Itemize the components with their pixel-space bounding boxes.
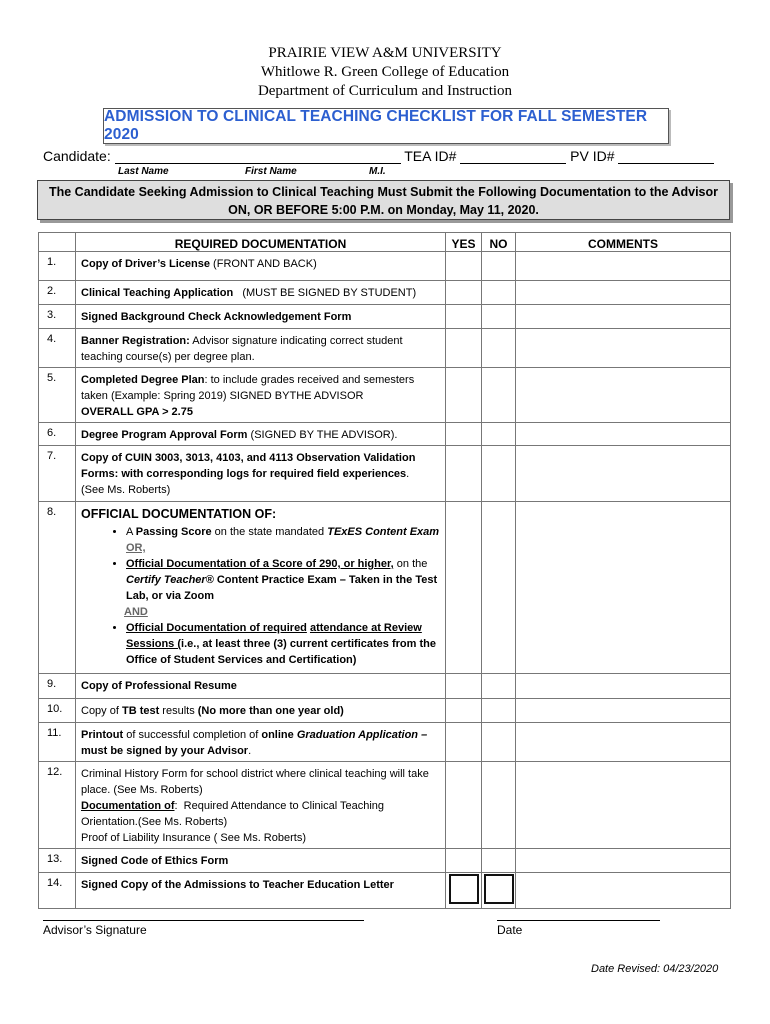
row-text: Graduation Application – [296, 729, 428, 741]
university-name: PRAIRIE VIEW A&M UNIVERSITY [268, 45, 502, 61]
row-description [76, 423, 446, 446]
table-row [39, 674, 731, 699]
comments-cell[interactable] [516, 281, 731, 305]
row-description [76, 329, 446, 368]
row-description [76, 762, 446, 849]
list-item [126, 556, 441, 604]
row-description [76, 305, 446, 329]
official-documentation-list [81, 556, 441, 604]
no-cell[interactable] [482, 423, 516, 446]
row-text: Documentation of [81, 800, 175, 812]
row-number: 1. [39, 252, 76, 281]
department-name: Department of Curriculum and Instruction [257, 83, 513, 99]
row-text: Degree Program Approval Form [81, 429, 248, 441]
yes-checkbox[interactable] [449, 874, 479, 904]
requirements-table [38, 232, 731, 909]
row-description [76, 723, 446, 762]
no-cell[interactable] [482, 329, 516, 368]
first-name-label: First Name [245, 166, 297, 177]
yes-cell[interactable] [446, 723, 482, 762]
row-number: 13. [39, 849, 76, 873]
row-text: . [406, 468, 410, 480]
no-cell[interactable] [482, 699, 516, 723]
table-row [39, 368, 731, 423]
row-number: 14. [39, 873, 76, 909]
row-text: Signed Background Check Acknowledgement Form [81, 311, 352, 323]
no-cell[interactable] [482, 305, 516, 329]
row-description [76, 446, 446, 502]
pv-id-label: PV ID# [570, 148, 615, 164]
row-text: must be signed by your Advisor [81, 745, 249, 757]
row-number: 10. [39, 699, 76, 723]
row-text: Banner Registration: [81, 335, 190, 347]
row-number: 9. [39, 674, 76, 699]
university-header [0, 44, 770, 101]
row-text: (No more than one year old) [197, 705, 344, 717]
or-connector: OR, [126, 542, 146, 554]
no-cell[interactable] [482, 446, 516, 502]
row-description [76, 252, 446, 281]
row-text: TB test [121, 705, 160, 717]
row-text: Copy of CUIN 3003, 3013, 4103, and 4113 Observation Validation Forms: with corresponding logs for required field experiences [81, 452, 416, 480]
date-revised: Date Revised: 04/23/2020 [591, 963, 719, 975]
comments-cell[interactable] [516, 723, 731, 762]
row-text: Completed Degree Plan [81, 374, 205, 386]
row-text: i.e., at least three (3) current certificates from the Office of Student Services and Certification) [126, 638, 436, 666]
row-description [76, 502, 446, 674]
row-description [76, 873, 446, 909]
row-text: Signed Code of Ethics Form [81, 855, 229, 867]
mi-label: M.I. [369, 166, 386, 177]
date-label: Date [497, 923, 523, 937]
row-text: : to include grades received and semesters taken (Example: Spring 2019) SIGNED BYTHE ADVISOR [81, 374, 415, 402]
row-text: Clinical Teaching Application [81, 287, 234, 299]
table-row [39, 305, 731, 329]
yes-header: YES [446, 233, 482, 252]
and-connector: AND [124, 606, 148, 618]
official-documentation-heading: OFFICIAL DOCUMENTATION OF: [81, 507, 277, 521]
row-text: (MUST BE SIGNED BY STUDENT) [233, 287, 417, 299]
row-text: : Required Attendance to Clinical Teaching Orientation.(See Ms. Roberts) [81, 800, 388, 828]
row-number: 5. [39, 368, 76, 423]
no-cell[interactable] [482, 674, 516, 699]
pv-id-field[interactable] [618, 149, 714, 164]
yes-cell[interactable] [446, 873, 482, 909]
yes-cell[interactable] [446, 674, 482, 699]
row-number: 8. [39, 502, 76, 674]
row-description [76, 699, 446, 723]
no-cell[interactable] [482, 849, 516, 873]
no-cell[interactable] [482, 762, 516, 849]
comments-cell[interactable] [516, 762, 731, 849]
row-number: 6. [39, 423, 76, 446]
official-documentation-list [81, 524, 441, 540]
row-number: 4. [39, 329, 76, 368]
comments-cell[interactable] [516, 699, 731, 723]
banner-line-2: ON, OR BEFORE 5:00 P.M. on Monday, May 11, 2020. [228, 203, 539, 217]
table-header-row [39, 233, 731, 252]
candidate-line [43, 148, 714, 164]
comments-cell[interactable] [516, 849, 731, 873]
no-header: NO [482, 233, 516, 252]
table-row [39, 252, 731, 281]
candidate-label: Candidate: [43, 148, 111, 164]
advisor-signature-label: Advisor’s Signature [43, 923, 147, 937]
required-header: REQUIRED DOCUMENTATION [76, 233, 446, 252]
checklist-title-box [103, 108, 669, 144]
no-cell[interactable] [482, 368, 516, 423]
tea-id-label: TEA ID# [404, 148, 457, 164]
yes-cell[interactable] [446, 368, 482, 423]
comments-cell[interactable] [516, 502, 731, 674]
official-documentation-list [81, 620, 441, 668]
row-text: Copy of Professional Resume [81, 680, 237, 692]
comments-header: COMMENTS [516, 233, 731, 252]
yes-cell[interactable] [446, 329, 482, 368]
college-name: Whitlowe R. Green College of Education [260, 64, 510, 80]
candidate-name-field[interactable] [115, 149, 401, 164]
row-text: Official Documentation of a Score of 290, or higher, [126, 558, 394, 570]
yes-cell[interactable] [446, 423, 482, 446]
comments-cell[interactable] [516, 873, 731, 909]
row-number: 11. [39, 723, 76, 762]
row-text: attendance at Review Sessions ( [126, 622, 422, 650]
yes-cell[interactable] [446, 281, 482, 305]
yes-cell[interactable] [446, 762, 482, 849]
checklist-title: ADMISSION TO CLINICAL TEACHING CHECKLIST FOR FALL SEMESTER 2020 [104, 108, 648, 143]
list-item [126, 620, 441, 668]
row-number: 2. [39, 281, 76, 305]
row-text: of successful completion of [123, 729, 262, 741]
row-text: Passing Score [135, 526, 212, 538]
row-description [76, 849, 446, 873]
row-text: (SIGNED BY THE ADVISOR). [247, 429, 398, 441]
table-row [39, 502, 731, 674]
row-text: online [261, 729, 297, 741]
list-item [126, 524, 441, 540]
yes-cell[interactable] [446, 252, 482, 281]
row-text: Copy of Driver’s License [81, 258, 210, 270]
last-name-label: Last Name [118, 166, 169, 177]
comments-cell[interactable] [516, 368, 731, 423]
row-description [76, 368, 446, 423]
no-cell[interactable] [482, 723, 516, 762]
row-number: 3. [39, 305, 76, 329]
row-text: Official Documentation of required [126, 622, 307, 634]
row-text: Criminal History Form for school district where clinical teaching will take place. (See Ms. Roberts) [81, 768, 429, 796]
row-text: Certify Teacher® [126, 574, 214, 586]
table-row [39, 723, 731, 762]
row-text: . [248, 745, 252, 757]
row-number: 12. [39, 762, 76, 849]
table-row [39, 849, 731, 873]
table-row [39, 446, 731, 502]
row-text: on the [393, 558, 428, 570]
row-text: Printout [81, 729, 124, 741]
table-row [39, 423, 731, 446]
row-text: TExES Content Exam [327, 526, 440, 538]
table-row [39, 699, 731, 723]
banner-line-1: The Candidate Seeking Admission to Clinical Teaching Must Submit the Following Documentation to the Advisor [48, 185, 719, 199]
yes-cell[interactable] [446, 699, 482, 723]
date-line[interactable] [497, 920, 660, 937]
table-row [39, 762, 731, 849]
comments-cell[interactable] [516, 305, 731, 329]
no-checkbox[interactable] [484, 874, 514, 904]
tea-id-field[interactable] [460, 149, 566, 164]
row-number: 7. [39, 446, 76, 502]
row-text: (FRONT AND BACK) [210, 258, 317, 270]
row-text: A [126, 526, 136, 538]
advisor-signature-line[interactable] [43, 920, 364, 937]
row-text: results [159, 705, 198, 717]
table-row [39, 873, 731, 909]
no-cell[interactable] [482, 281, 516, 305]
no-cell[interactable] [482, 873, 516, 909]
comments-cell[interactable] [516, 252, 731, 281]
row-text: Advisor signature indicating correct student teaching course(s) per degree plan. [81, 335, 403, 363]
row-text: (See Ms. Roberts) [81, 484, 171, 496]
comments-cell[interactable] [516, 446, 731, 502]
gpa-requirement: OVERALL GPA > 2.75 [81, 406, 193, 418]
no-cell[interactable] [482, 502, 516, 674]
row-text: Signed Copy of the Admissions to Teacher Education Letter [81, 879, 394, 891]
table-row [39, 329, 731, 368]
table-row [39, 281, 731, 305]
no-cell[interactable] [482, 252, 516, 281]
comments-cell[interactable] [516, 423, 731, 446]
row-text: Copy of [81, 705, 122, 717]
yes-cell[interactable] [446, 849, 482, 873]
row-description [76, 674, 446, 699]
row-text: Content Practice Exam – Taken in the Test Lab, or via Zoom [126, 574, 438, 602]
instruction-banner [37, 180, 730, 220]
yes-cell[interactable] [446, 502, 482, 674]
yes-cell[interactable] [446, 446, 482, 502]
yes-cell[interactable] [446, 305, 482, 329]
row-description [76, 281, 446, 305]
row-text: on the state mandated [211, 526, 328, 538]
comments-cell[interactable] [516, 329, 731, 368]
num-header [39, 233, 76, 252]
row-text: Proof of Liability Insurance ( See Ms. Roberts) [81, 832, 306, 844]
comments-cell[interactable] [516, 674, 731, 699]
